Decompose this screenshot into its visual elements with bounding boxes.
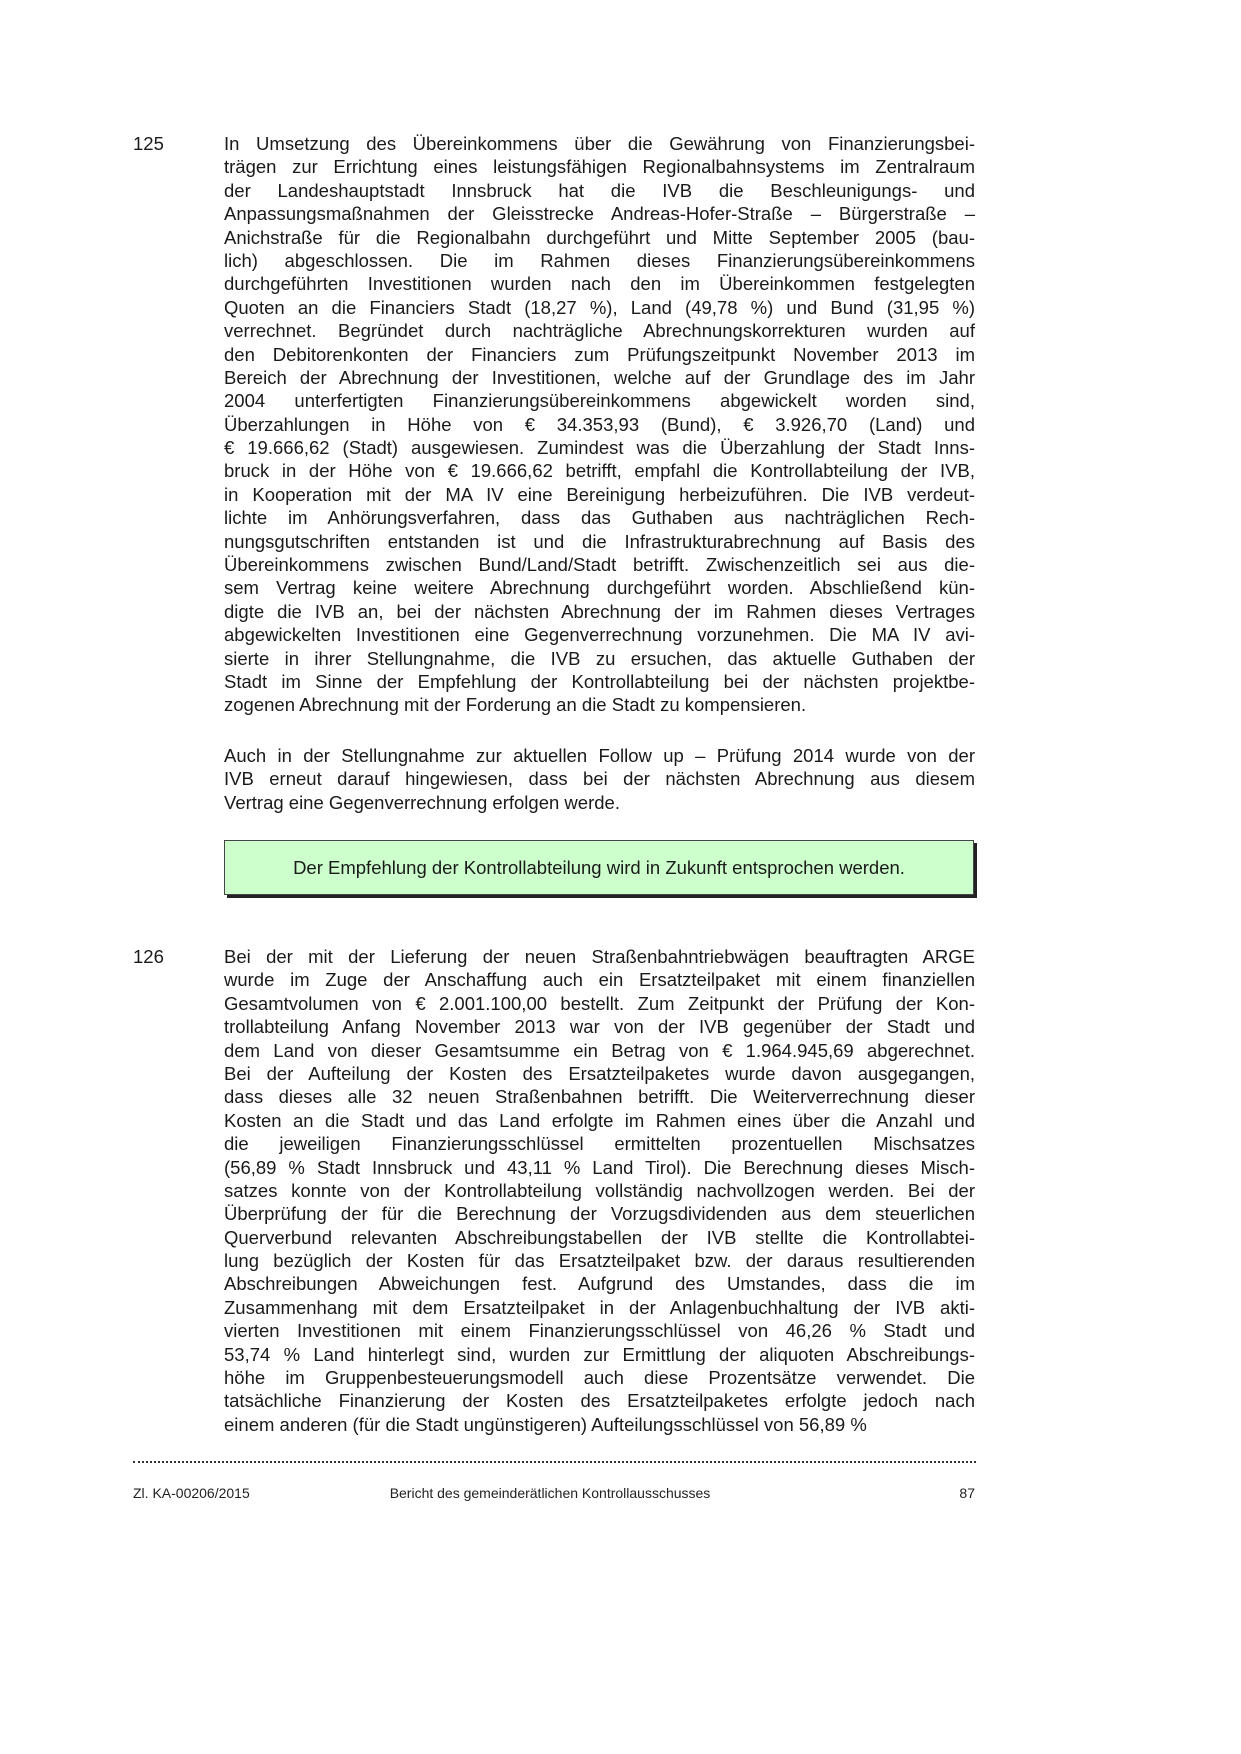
text-line: Überprüfung der für die Berechnung der Vorzugsdividenden aus dem steuerlichen — [224, 1203, 975, 1225]
text-line: lung bezüglich der Kosten für das Ersatzteilpaket bzw. der daraus resultierenden — [224, 1250, 975, 1272]
footer-page-number: 87 — [959, 1485, 975, 1501]
text-line: Zusammenhang mit dem Ersatzteilpaket in der Anlagenbuchhaltung der IVB akti- — [224, 1296, 975, 1318]
text-line: dem Land von dieser Gesamtsumme ein Betrag von € 1.964.945,69 abgerechnet. — [224, 1039, 975, 1061]
text-line: abgewickelten Investitionen eine Gegenverrechnung vorzunehmen. Die MA IV avi- — [224, 624, 975, 646]
text-line: höhe im Gruppenbesteuerungsmodell auch diese Prozentsätze verwendet. Die — [224, 1367, 975, 1389]
text-line: Abschreibungen Abweichungen fest. Aufgrund des Umstandes, dass die im — [224, 1273, 975, 1295]
text-line: Quoten an die Financiers Stadt (18,27 %), Land (49,78 %) und Bund (31,95 %) — [224, 296, 975, 318]
text-line: Anichstraße für die Regionalbahn durchgeführt und Mitte September 2005 (bau- — [224, 226, 975, 248]
text-line: sem Vertrag keine weitere Abrechnung durchgeführt worden. Abschließend kün- — [224, 577, 975, 599]
paragraph-number: 126 — [133, 946, 164, 967]
text-line: Querverbund relevanten Abschreibungstabellen der IVB stellte die Kontrollabtei- — [224, 1226, 975, 1248]
text-line: Gesamtvolumen von € 2.001.100,00 bestellt. Zum Zeitpunkt der Prüfung der Kon- — [224, 992, 975, 1014]
footer-title: Bericht des gemeinderätlichen Kontrollausschusses — [389, 1485, 711, 1501]
text-line: zogenen Abrechnung mit der Forderung an die Stadt zu kompensieren. — [224, 694, 807, 716]
paragraph-body — [224, 945, 975, 1436]
text-line: Bei der Aufteilung der Kosten des Ersatzteilpaketes wurde davon ausgegangen, — [224, 1062, 975, 1084]
text-line: Bei der mit der Lieferung der neuen Straßenbahntriebwägen beauftragten ARGE — [224, 946, 975, 967]
text-line: IVB erneut darauf hingewiesen, dass bei der nächsten Abrechnung aus diesem — [224, 768, 975, 790]
footer-reference: Zl. KA-00206/2015 — [133, 1485, 250, 1501]
text-line: 2004 unterfertigten Finanzierungsübereinkommens abgewickelt worden sind, — [224, 390, 975, 412]
text-line: verrechnet. Begründet durch nachträgliche Abrechnungskorrekturen wurden auf — [224, 320, 975, 342]
paragraph-body — [224, 132, 975, 717]
text-line: Auch in der Stellungnahme zur aktuellen Follow up – Prüfung 2014 wurde von der — [224, 745, 975, 766]
text-line: einem anderen (für die Stadt ungünstigeren) Aufteilungsschlüssel von 56,89 % — [224, 1413, 867, 1435]
text-line: Stadt im Sinne der Empfehlung der Kontrollabteilung bei der nächsten projektbe- — [224, 670, 975, 692]
text-line: durchgeführten Investitionen wurden nach den im Übereinkommen festgelegten — [224, 273, 975, 295]
text-line: Übereinkommens zwischen Bund/Land/Stadt betrifft. Zwischenzeitlich sei aus die- — [224, 554, 975, 576]
text-line: nungsgutschriften entstanden ist und die Infrastrukturabrechnung auf Basis des — [224, 530, 975, 552]
paragraph-body — [224, 744, 975, 814]
text-line: (56,89 % Stadt Innsbruck und 43,11 % Land Tirol). Die Berechnung dieses Misch- — [224, 1156, 975, 1178]
text-line: In Umsetzung des Übereinkommens über die Gewährung von Finanzierungsbei- — [224, 133, 975, 154]
text-line: vierten Investitionen mit einem Finanzierungsschlüssel von 46,26 % Stadt und — [224, 1320, 975, 1342]
text-line: die jeweiligen Finanzierungsschlüssel ermittelten prozentuellen Mischsatzes — [224, 1133, 975, 1155]
text-line: den Debitorenkonten der Financiers zum Prüfungszeitpunkt November 2013 im — [224, 343, 975, 365]
text-line: Bereich der Abrechnung der Investitionen, welche auf der Grundlage des im Jahr — [224, 366, 975, 388]
text-line: satzes konnte von der Kontrollabteilung vollständig nachvollzogen werden. Bei der — [224, 1179, 975, 1201]
text-line: digte die IVB an, bei der nächsten Abrechnung der im Rahmen dieses Vertrages — [224, 600, 975, 622]
footer-divider — [133, 1461, 976, 1463]
text-line: der Landeshauptstadt Innsbruck hat die IVB die Beschleunigungs- und — [224, 179, 975, 201]
text-line: lichte im Anhörungsverfahren, dass das Guthaben aus nachträglichen Rech- — [224, 507, 975, 529]
text-line: dass dieses alle 32 neuen Straßenbahnen betrifft. Die Weiterverrechnung dieser — [224, 1086, 975, 1108]
text-line: lich) abgeschlossen. Die im Rahmen dieses Finanzierungsübereinkommens — [224, 249, 975, 271]
recommendation-text: Der Empfehlung der Kontrollabteilung wird in Zukunft entsprochen werden. — [293, 856, 905, 878]
text-line: € 19.666,62 (Stadt) ausgewiesen. Zumindest was die Überzahlung der Stadt Inns- — [224, 437, 975, 459]
recommendation-box — [224, 840, 974, 895]
text-line: in Kooperation mit der MA IV eine Bereinigung herbeizuführen. Die IVB verdeut- — [224, 483, 975, 505]
text-line: trollabteilung Anfang November 2013 war von der IVB gegenüber der Stadt und — [224, 1016, 975, 1038]
text-line: 53,74 % Land hinterlegt sind, wurden zur Ermittlung der aliquoten Abschreibungs- — [224, 1343, 975, 1365]
text-line: Überzahlungen in Höhe von € 34.353,93 (Bund), € 3.926,70 (Land) und — [224, 413, 975, 435]
text-line: wurde im Zuge der Anschaffung auch ein Ersatzteilpaket mit einem finanziellen — [224, 969, 975, 991]
paragraph-number: 125 — [133, 133, 164, 154]
text-line: trägen zur Errichtung eines leistungsfähigen Regionalbahnsystems im Zentralraum — [224, 156, 975, 178]
text-line: sierte in ihrer Stellungnahme, die IVB zu ersuchen, das aktuelle Guthaben der — [224, 647, 975, 669]
text-line: tatsächliche Finanzierung der Kosten des Ersatzteilpaketes erfolgte jedoch nach — [224, 1390, 975, 1412]
text-line: Kosten an die Stadt und das Land erfolgte im Rahmen eines über die Anzahl und — [224, 1109, 975, 1131]
text-line: Vertrag eine Gegenverrechnung erfolgen werde. — [224, 791, 620, 813]
text-line: bruck in der Höhe von € 19.666,62 betrifft, empfahl die Kontrollabteilung der IVB, — [224, 460, 975, 482]
text-line: Anpassungsmaßnahmen der Gleisstrecke Andreas-Hofer-Straße – Bürgerstraße – — [224, 203, 975, 225]
